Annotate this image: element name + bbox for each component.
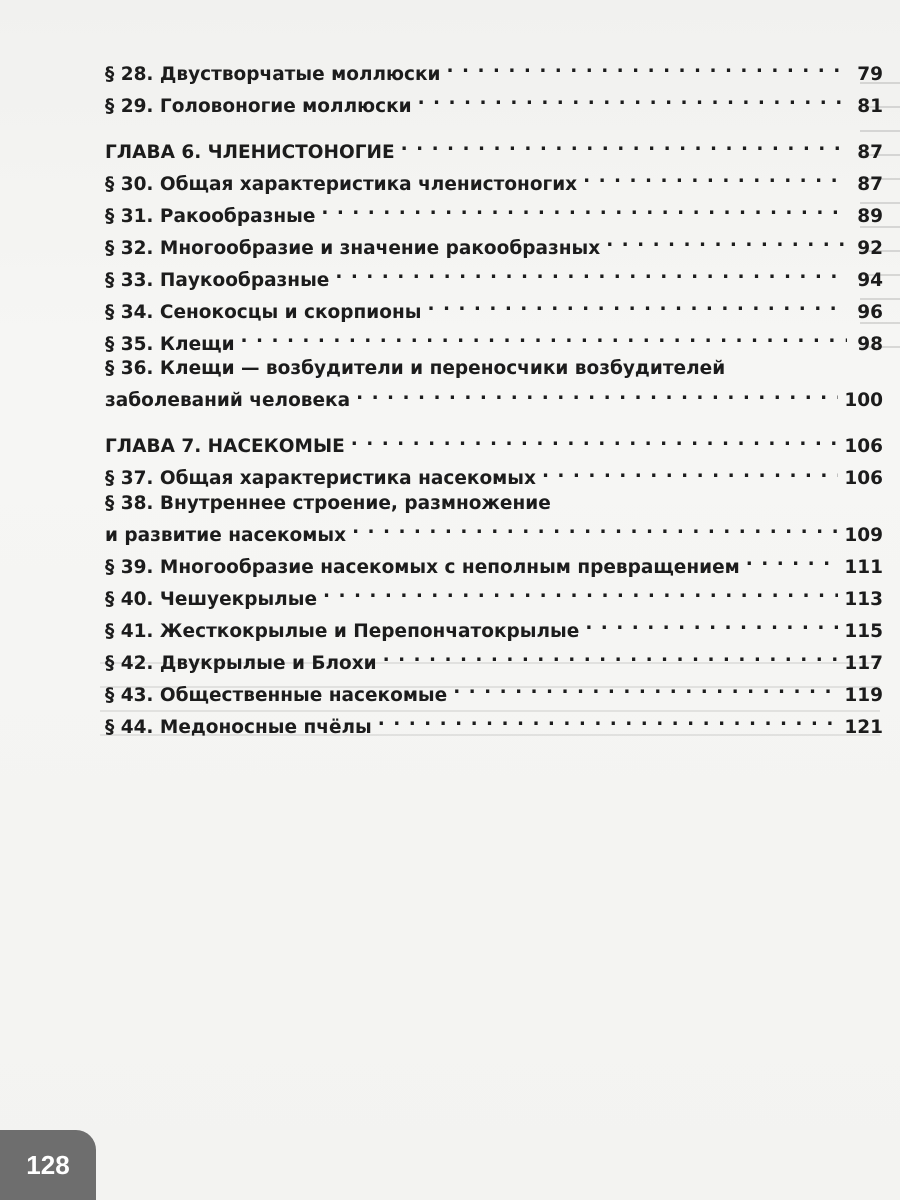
toc-entry-title: § 34. Сенокосцы и скорпионы [105,301,422,323]
toc-entry[interactable] [105,548,883,580]
toc-entry-title: § 31. Ракообразные [105,205,316,227]
toc-entry-continuation [105,382,883,414]
toc-entry[interactable] [105,55,883,87]
toc-entry-title: § 30. Общая характеристика членистоногих [105,173,578,195]
toc-entry[interactable] [105,612,883,644]
toc-entry-page: 111 [844,556,883,578]
toc-leader-dots [323,580,838,605]
toc-leader-dots [583,165,847,190]
toc-entry-title: § 35. Клещи [105,333,235,355]
toc-entry[interactable] [105,165,883,197]
toc-entry-multiline[interactable] [105,492,883,549]
toc-leader-dots [418,87,847,112]
toc-leader-dots [356,382,838,407]
chapter-page: 87 [857,141,883,163]
toc-entry-page: 89 [857,205,883,227]
toc-entry[interactable] [105,460,883,492]
toc-leader-dots [378,708,839,733]
toc-entry-title: § 40. Чешуекрылые [105,588,318,610]
toc-entry-page: 79 [857,63,883,85]
toc-leader-dots [401,133,847,158]
toc-entry-title: § 28. Двустворчатые моллюски [105,63,441,85]
toc-entry-title: § 44. Медоносные пчёлы [105,716,372,738]
toc-entry-title: § 42. Двукрылые и Блохи [105,652,377,674]
toc-entry-page: 98 [857,333,883,355]
toc-entry[interactable] [105,293,883,325]
toc-entry[interactable] [105,229,883,261]
table-of-contents [105,55,883,740]
toc-chapter-7[interactable] [105,428,883,460]
toc-chapter-6[interactable] [105,133,883,165]
toc-entry[interactable] [105,708,883,740]
toc-leader-dots [352,516,838,541]
toc-leader-dots [585,612,838,637]
toc-entry-page: 100 [844,390,883,411]
toc-leader-dots [383,644,839,669]
chapter-page: 106 [844,436,883,457]
toc-leader-dots [427,293,847,318]
toc-entry-title: § 39. Многообразие насекомых с неполным превращением [105,556,740,578]
toc-entry-title: § 29. Головоногие моллюски [105,95,412,117]
toc-entry-page: 117 [844,652,883,674]
toc-entry-continuation [105,516,883,548]
toc-leader-dots [321,197,847,222]
toc-entry-page: 106 [844,468,883,489]
toc-entry-page: 121 [844,716,883,738]
toc-entry[interactable] [105,580,883,612]
toc-leader-dots [241,325,847,350]
toc-entry[interactable] [105,644,883,676]
toc-leader-dots [606,229,847,254]
toc-entry-title-line2: и развитие насекомых [105,524,347,546]
toc-entry-title: § 37. Общая характеристика насекомых [105,468,536,489]
toc-leader-dots [453,676,838,701]
toc-entry-page: 92 [857,237,883,259]
toc-entry[interactable] [105,261,883,293]
toc-entry-title-line1: § 38. Внутреннее строение, размножение [105,492,551,514]
toc-entry-title-line1: § 36. Клещи — возбудители и переносчики возбудителей [105,358,726,379]
toc-entry-multiline[interactable] [105,357,883,414]
toc-leader-dots [746,548,839,573]
toc-entry-title-line2: заболеваний человека [105,390,351,411]
toc-entry-page: 94 [857,269,883,291]
toc-entry-page: 113 [844,588,883,610]
toc-entry[interactable] [105,325,883,357]
toc-entry-title: § 43. Общественные насекомые [105,684,448,706]
toc-entry-title: § 41. Жесткокрылые и Перепончатокрылые [105,620,580,642]
toc-entry-title: § 32. Многообразие и значение ракообразных [105,237,601,259]
toc-entry[interactable] [105,676,883,708]
toc-leader-dots [335,261,847,286]
toc-entry-page: 109 [844,524,883,546]
toc-entry-page: 119 [844,684,883,706]
toc-leader-dots [447,55,847,80]
toc-leader-dots [351,428,839,453]
toc-entry-page: 96 [857,301,883,323]
toc-entry-page: 87 [857,173,883,195]
page-number-badge [0,1130,96,1200]
chapter-title: ГЛАВА 6. ЧЛЕНИСТОНОГИЕ [105,141,395,163]
toc-entry-page: 81 [857,95,883,117]
toc-entry[interactable] [105,197,883,229]
toc-entry[interactable] [105,87,883,119]
toc-leader-dots [542,460,838,485]
toc-entry-page: 115 [844,620,883,642]
page-number: 128 [26,1149,70,1180]
chapter-title: ГЛАВА 7. НАСЕКОМЫЕ [105,436,345,457]
toc-entry-title: § 33. Паукообразные [105,269,330,291]
